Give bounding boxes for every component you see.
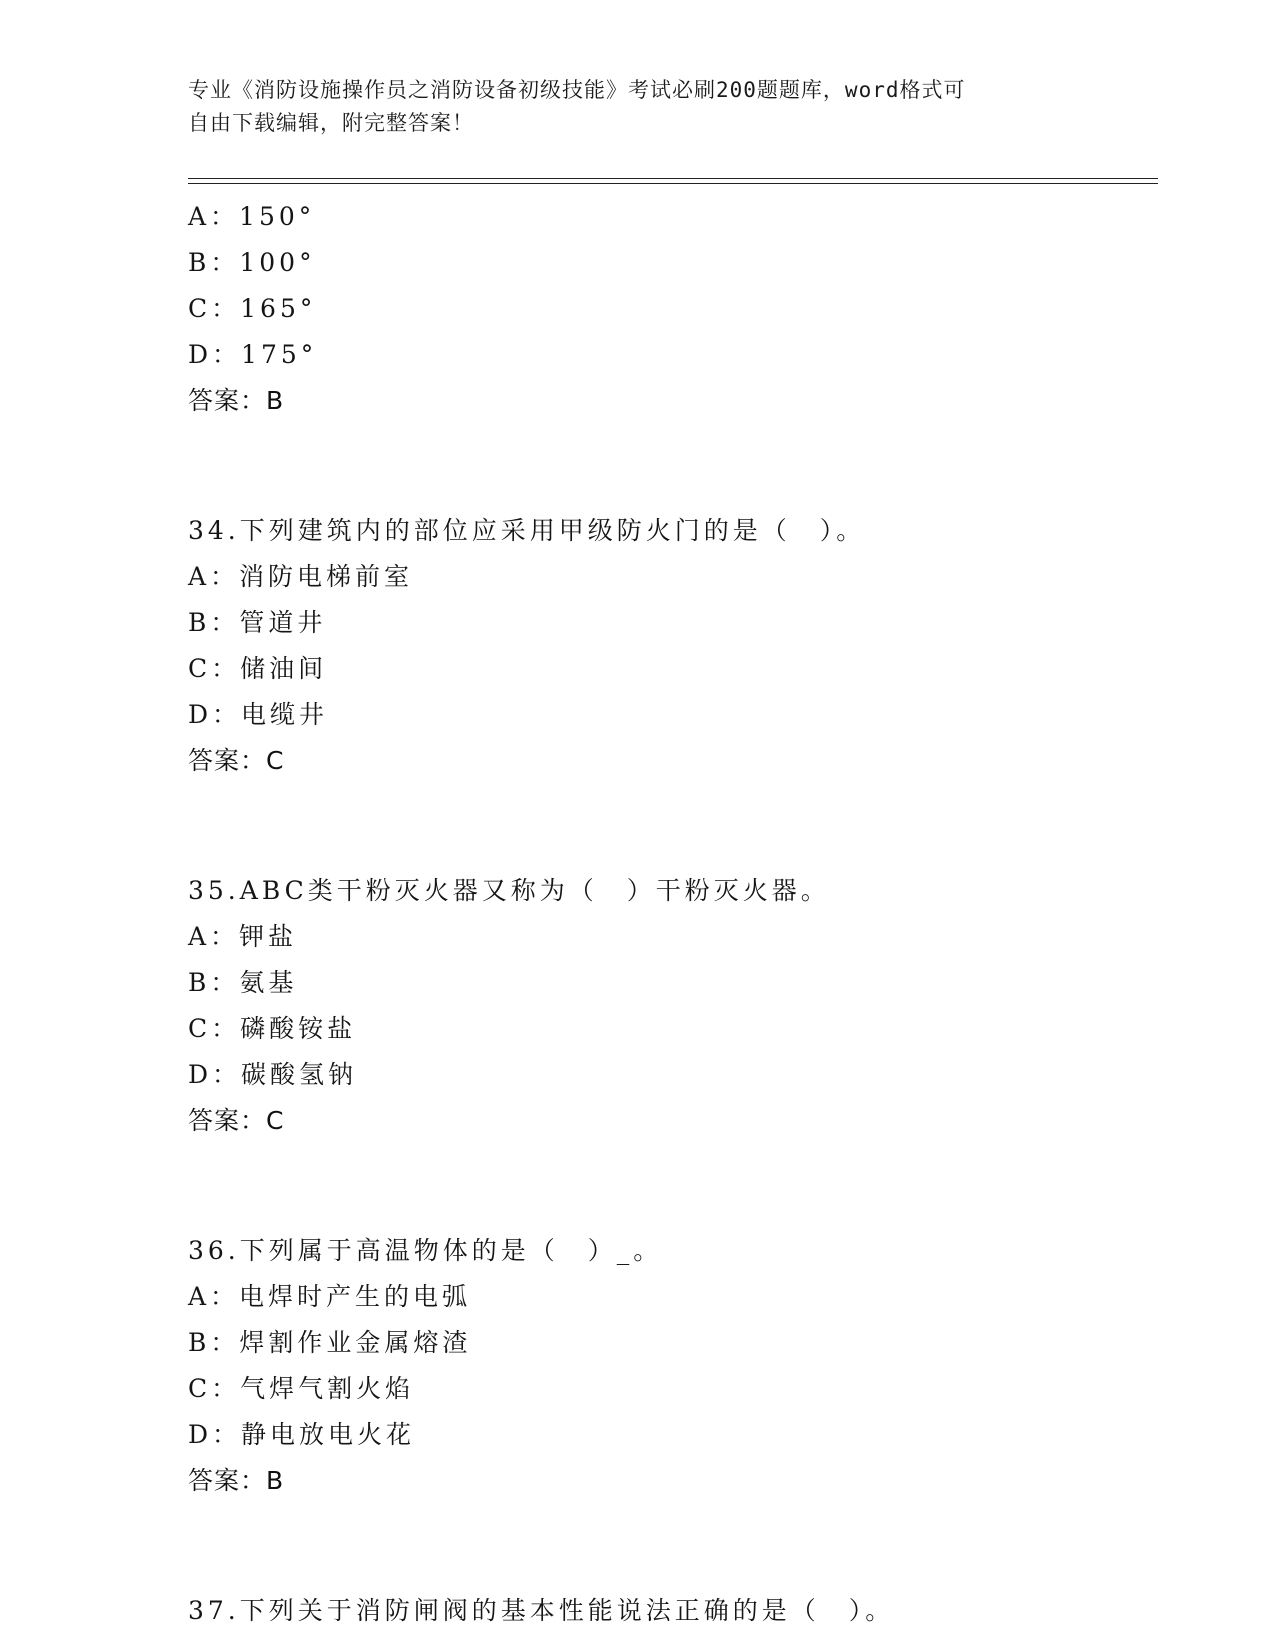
question-title: 34.下列建筑内的部位应采用甲级防火门的是（ ）。 [188, 516, 866, 545]
answer-line: 答案：B [188, 1466, 285, 1495]
option-c: C：气焊气割火焰 [188, 1374, 415, 1403]
option-a: A：电焊时产生的电弧 [188, 1282, 472, 1311]
answer-line: 答案：C [188, 746, 285, 775]
question-block-37 [188, 1588, 1168, 1634]
header-line-2: 自由下载编辑，附完整答案！ [188, 111, 474, 135]
option-a: A：钾盐 [188, 922, 298, 951]
option-b: B：100° [188, 248, 316, 277]
document-header [188, 74, 1068, 140]
question-block-35 [188, 868, 1168, 1144]
option-b: B：氨基 [188, 968, 298, 997]
option-b: B：焊割作业金属熔渣 [188, 1328, 472, 1357]
answer-line: 答案：B [188, 386, 285, 415]
header-rule-top [188, 178, 1158, 179]
header-rule-bottom [188, 183, 1158, 184]
option-d: D：电缆井 [188, 700, 329, 729]
option-c: C：磷酸铵盐 [188, 1014, 357, 1043]
question-block-34 [188, 508, 1168, 784]
question-block-36 [188, 1228, 1168, 1504]
option-d: D：175° [188, 340, 318, 369]
option-b: B：管道井 [188, 608, 327, 637]
question-title: 37.下列关于消防闸阀的基本性能说法正确的是（ ）。 [188, 1596, 895, 1625]
option-d: D：静电放电火花 [188, 1420, 416, 1449]
option-a: A：150° [188, 202, 316, 231]
option-c: C：储油间 [188, 654, 328, 683]
option-a: A：消防电梯前室 [188, 562, 414, 591]
question-title: 36.下列属于高温物体的是（ ）_。 [188, 1236, 663, 1265]
option-d: D：碳酸氢钠 [188, 1060, 358, 1089]
question-block-prev [188, 194, 1168, 424]
question-title: 35.ABC类干粉灭火器又称为（ ）干粉灭火器。 [188, 876, 830, 905]
option-c: C：165° [188, 294, 317, 323]
answer-line: 答案：C [188, 1106, 285, 1135]
question-list [188, 194, 1168, 1634]
header-line-1: 专业《消防设施操作员之消防设备初级技能》考试必刷200题题库，word格式可 [188, 78, 966, 102]
